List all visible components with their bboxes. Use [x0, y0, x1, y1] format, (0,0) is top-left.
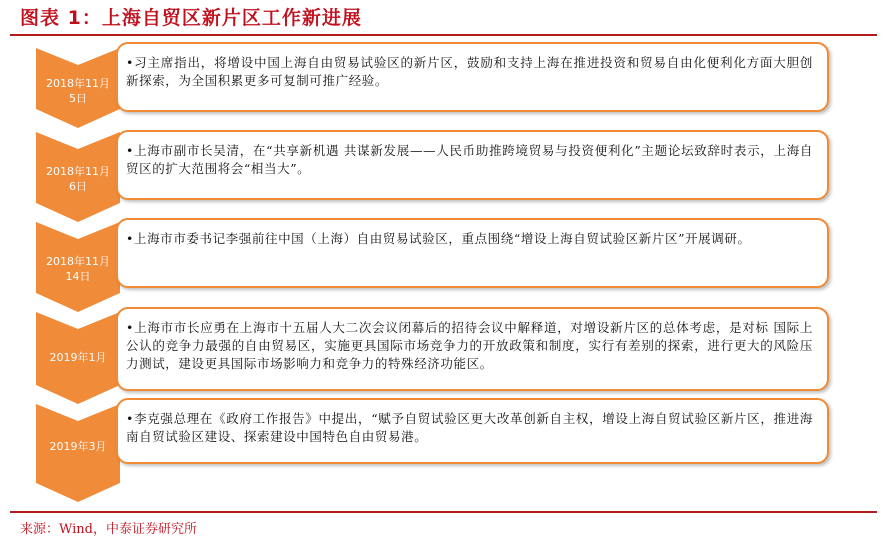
date-line-1: 2019年1月 — [49, 351, 107, 364]
event-card — [116, 218, 829, 288]
figure-title: 图表 1：上海自贸区新片区工作新进展 — [20, 7, 362, 29]
event-text: •上海市副市长吴清，在“共享新机遇 共谋新发展——人民币助推跨境贸易与投资便利化”主题论坛致辞时表示，上海自贸区的扩大范围将会“相当大”。 — [126, 143, 813, 176]
event-card — [116, 130, 829, 200]
date-line-1: 2018年11月 — [46, 255, 110, 268]
footer-divider — [10, 511, 877, 513]
date-line-1: 2018年11月 — [46, 165, 110, 178]
event-card — [116, 42, 829, 112]
event-text: •习主席指出，将增设中国上海自由贸易试验区的新片区，鼓励和支持上海在推进投资和贸易自由化便利化方面大胆创新探索，为全国积累更多可复制可推广经验。 — [126, 55, 813, 88]
date-label — [36, 76, 120, 106]
date-line-2: 6日 — [69, 180, 87, 193]
event-text: •李克强总理在《政府工作报告》中提出，“赋予自贸试验区更大改革创新自主权，增设上海自贸试验区新片区，推进海南自贸试验区建设、探索建设中国特色自由贸易港。 — [126, 411, 813, 444]
date-line-2: 5日 — [69, 92, 87, 105]
date-label — [36, 164, 120, 194]
date-label — [36, 254, 120, 284]
event-card — [116, 398, 829, 464]
date-line-1: 2019年3月 — [49, 440, 107, 453]
event-text: •上海市市委书记李强前往中国（上海）自由贸易试验区，重点围绕“增设上海自贸试验区新片区”开展调研。 — [126, 231, 751, 246]
date-label — [36, 350, 120, 365]
event-text: •上海市市长应勇在上海市十五届人大二次会议闭幕后的招待会议中解释道，对增设新片区的总体考虑，是对标 国际上公认的竞争力最强的自由贸易区，实施更具国际市场竞争力的开放政策和制度，实行有差别的探索，进行更大的风险压力测试，建设更具国际市场影响力和竞争力的特殊经济功能区。 — [126, 320, 813, 371]
date-label — [36, 439, 120, 454]
date-line-1: 2018年11月 — [46, 77, 110, 90]
source-note: 来源：Wind，中泰证券研究所 — [20, 522, 197, 537]
event-card — [116, 307, 829, 391]
date-line-2: 14日 — [65, 270, 91, 283]
